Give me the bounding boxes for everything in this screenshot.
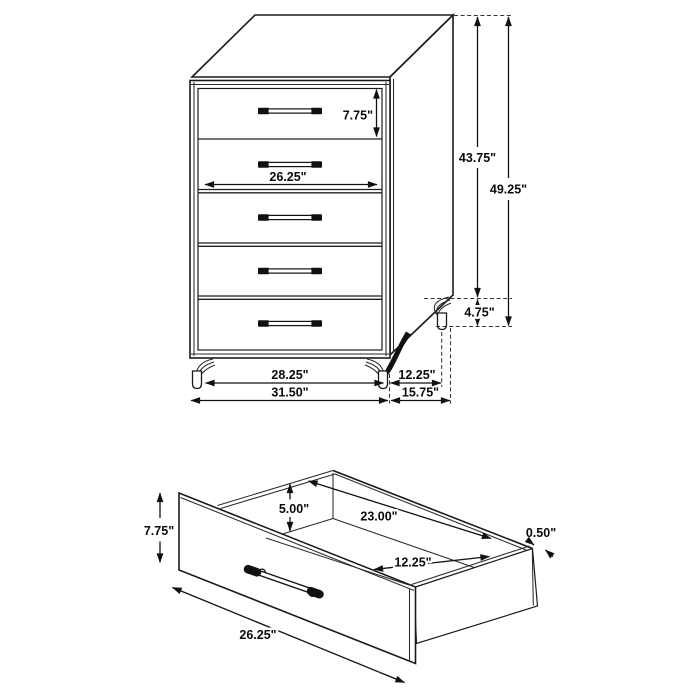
dim-label-drawer-inner-depth: 12.25" [394,555,432,570]
chest-drawer-handle-4 [258,268,322,274]
dim-label-drawer-inner-width: 23.00" [360,509,398,524]
dim-label-chest-leg-span-depth: 12.25" [398,368,436,382]
dim-label-drawer-inner-height: 5.00" [278,502,310,516]
dim-drawer-inner-depth [374,556,490,570]
drawer-handle-cap-right [311,591,320,594]
dim-label-chest-drawer-height: 7.75" [342,108,373,123]
dim-label-chest-leg-span-width: 28.25" [271,368,309,382]
drawer-handle-cap-left [248,569,257,572]
dim-drawer-inner-width [309,481,492,539]
dim-label-chest-overall-depth: 15.75" [401,385,440,400]
chest-drawer-handle-2 [258,161,322,167]
dim-label-drawer-front-width: 26.25" [239,628,277,642]
chest-drawer-handle-1 [258,108,322,114]
dim-label-chest-drawer-width: 26.25" [269,170,307,184]
dim-drawer-front-height [144,493,174,563]
chest-front-left-leg [193,359,216,389]
chest-drawer-handle-5 [258,320,322,326]
drawer-diagram [144,471,556,683]
dim-label-chest-overall-width: 31.50" [271,385,309,400]
chest-drawer-handle-3 [258,214,322,220]
dim-label-chest-leg-height: 4.75" [464,305,495,320]
dim-label-chest-case-height: 43.75" [458,151,497,165]
dim-label-drawer-panel-thickness: 0.50" [525,526,557,540]
dim-label-drawer-front-height: 7.75" [143,524,175,538]
dim-label-chest-overall-height: 49.25" [489,182,528,197]
chest-front-right-leg [365,359,388,389]
chest-diagram [190,15,527,404]
dim-drawer-inner-height [279,484,309,531]
